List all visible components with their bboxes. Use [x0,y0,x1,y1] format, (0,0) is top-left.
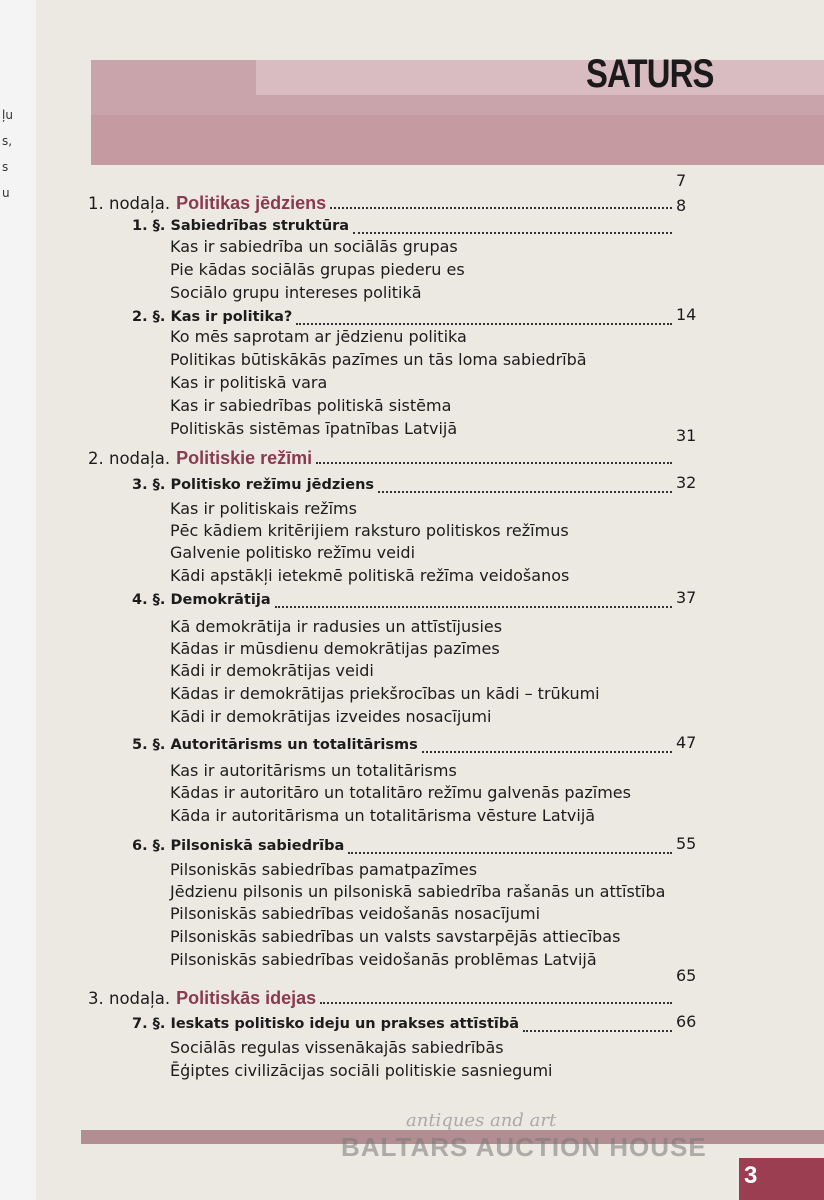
toc-section: 3. §. Politisko režīmu jēdziens [132,477,375,493]
toc-section: 5. §. Autoritārisms un totalitārisms [132,737,418,753]
toc-page-number: 14 [676,305,697,324]
leader-dots [320,1002,672,1004]
leader-dots [330,207,672,209]
margin-fragment: u [2,186,10,200]
toc-item: Galvenie politisko režīmu veidi [170,543,416,562]
toc-item: Politikas būtiskākās pazīmes un tās loma sabiedrībā [170,350,587,369]
toc-page-number: 7 [676,171,687,190]
adjacent-page-edge [0,0,36,1200]
toc-page-number: 31 [676,426,697,445]
toc-item: Kādas ir autoritāro un totalitāro režīmu galvenās pazīmes [170,783,631,802]
toc-item: Kas ir politiskais režīms [170,499,357,518]
toc-item: Pilsoniskās sabiedrības veidošanās problēmas Latvijā [170,950,597,969]
page-number: 3 [744,1162,758,1189]
toc-item: Jēdzienu pilsonis un pilsoniskā sabiedrība rašanās un attīstība [170,882,666,901]
chapter-label: 3. nodaļa. [88,989,171,1008]
leader-dots [296,323,672,325]
toc-item: Kādas ir mūsdienu demokrātijas pazīmes [170,639,500,658]
leader-dots [523,1030,672,1032]
chapter-title: Politiskās idejas [176,988,317,1008]
toc-item: Sociālo grupu intereses politikā [170,283,422,302]
toc-page-number: 32 [676,473,697,492]
toc-page-number: 65 [676,966,697,985]
toc-item: Kas ir sabiedrības politiskā sistēma [170,396,452,415]
toc-item: Kas ir politiskā vara [170,373,328,392]
toc-item: Pilsoniskās sabiedrības pamatpazīmes [170,860,478,879]
leader-dots [275,606,672,608]
toc-section: 2. §. Kas ir politika? [132,309,293,325]
toc-section: 7. §. Ieskats politisko ideju un prakses attīstībā [132,1016,520,1032]
leader-dots [316,462,672,464]
toc-item: Pilsoniskās sabiedrības un valsts savstarpējās attiecības [170,927,621,946]
toc-page-number: 55 [676,834,697,853]
toc-item: Ko mēs saprotam ar jēdzienu politika [170,327,467,346]
toc-page-number: 8 [676,196,687,215]
toc-item: Politiskās sistēmas īpatnības Latvijā [170,419,458,438]
toc-item: Kādas ir demokrātijas priekšrocības un kādi – trūkumi [170,684,600,703]
table-of-contents [36,0,824,1200]
margin-fragment: s [2,160,9,174]
chapter-label: 1. nodaļa. [88,194,171,213]
watermark-tagline: antiques and art [406,1110,557,1131]
leader-dots [353,232,672,234]
toc-item: Kā demokrātija ir radusies un attīstījusies [170,617,503,636]
chapter-title: Politiskie režīmi [176,448,313,468]
toc-section: 6. §. Pilsoniskā sabiedrība [132,838,345,854]
toc-item: Kādi ir demokrātijas veidi [170,661,374,680]
toc-item: Kādi ir demokrātijas izveides nosacījumi [170,707,492,726]
toc-chapter [88,448,312,469]
toc-section: 1. §. Sabiedrības struktūra [132,218,350,234]
toc-item: Kas ir sabiedrība un sociālās grupas [170,237,458,256]
toc-item: Kāda ir autoritārisma un totalitārisma vēsture Latvijā [170,806,596,825]
leader-dots [422,751,672,753]
toc-page-number: 47 [676,733,697,752]
leader-dots [378,491,672,493]
book-page [36,0,824,1200]
margin-fragment: ļu [2,108,13,122]
leader-dots [348,852,672,854]
chapter-title: Politikas jēdziens [176,193,327,213]
toc-item: Pilsoniskās sabiedrības veidošanās nosacījumi [170,904,541,923]
toc-chapter [88,988,316,1009]
toc-page-number: 66 [676,1012,697,1031]
toc-chapter [88,193,326,214]
page-title: SATURS [586,52,714,96]
chapter-label: 2. nodaļa. [88,449,171,468]
toc-page-number: 37 [676,588,697,607]
toc-item: Kas ir autoritārisms un totalitārisms [170,761,457,780]
watermark-brand: BALTARS AUCTION HOUSE [341,1132,707,1162]
toc-item: Kādi apstākļi ietekmē politiskā režīma veidošanos [170,566,570,585]
toc-item: Pēc kādiem kritērijiem raksturo politiskos režīmus [170,521,569,540]
toc-item: Sociālās regulas vissenākajās sabiedrībās [170,1038,504,1057]
margin-fragment: s, [2,134,13,148]
toc-item: Pie kādas sociālās grupas piederu es [170,260,465,279]
toc-section: 4. §. Demokrātija [132,592,271,608]
toc-item: Ēģiptes civilizācijas sociāli politiskie sasniegumi [170,1061,553,1080]
